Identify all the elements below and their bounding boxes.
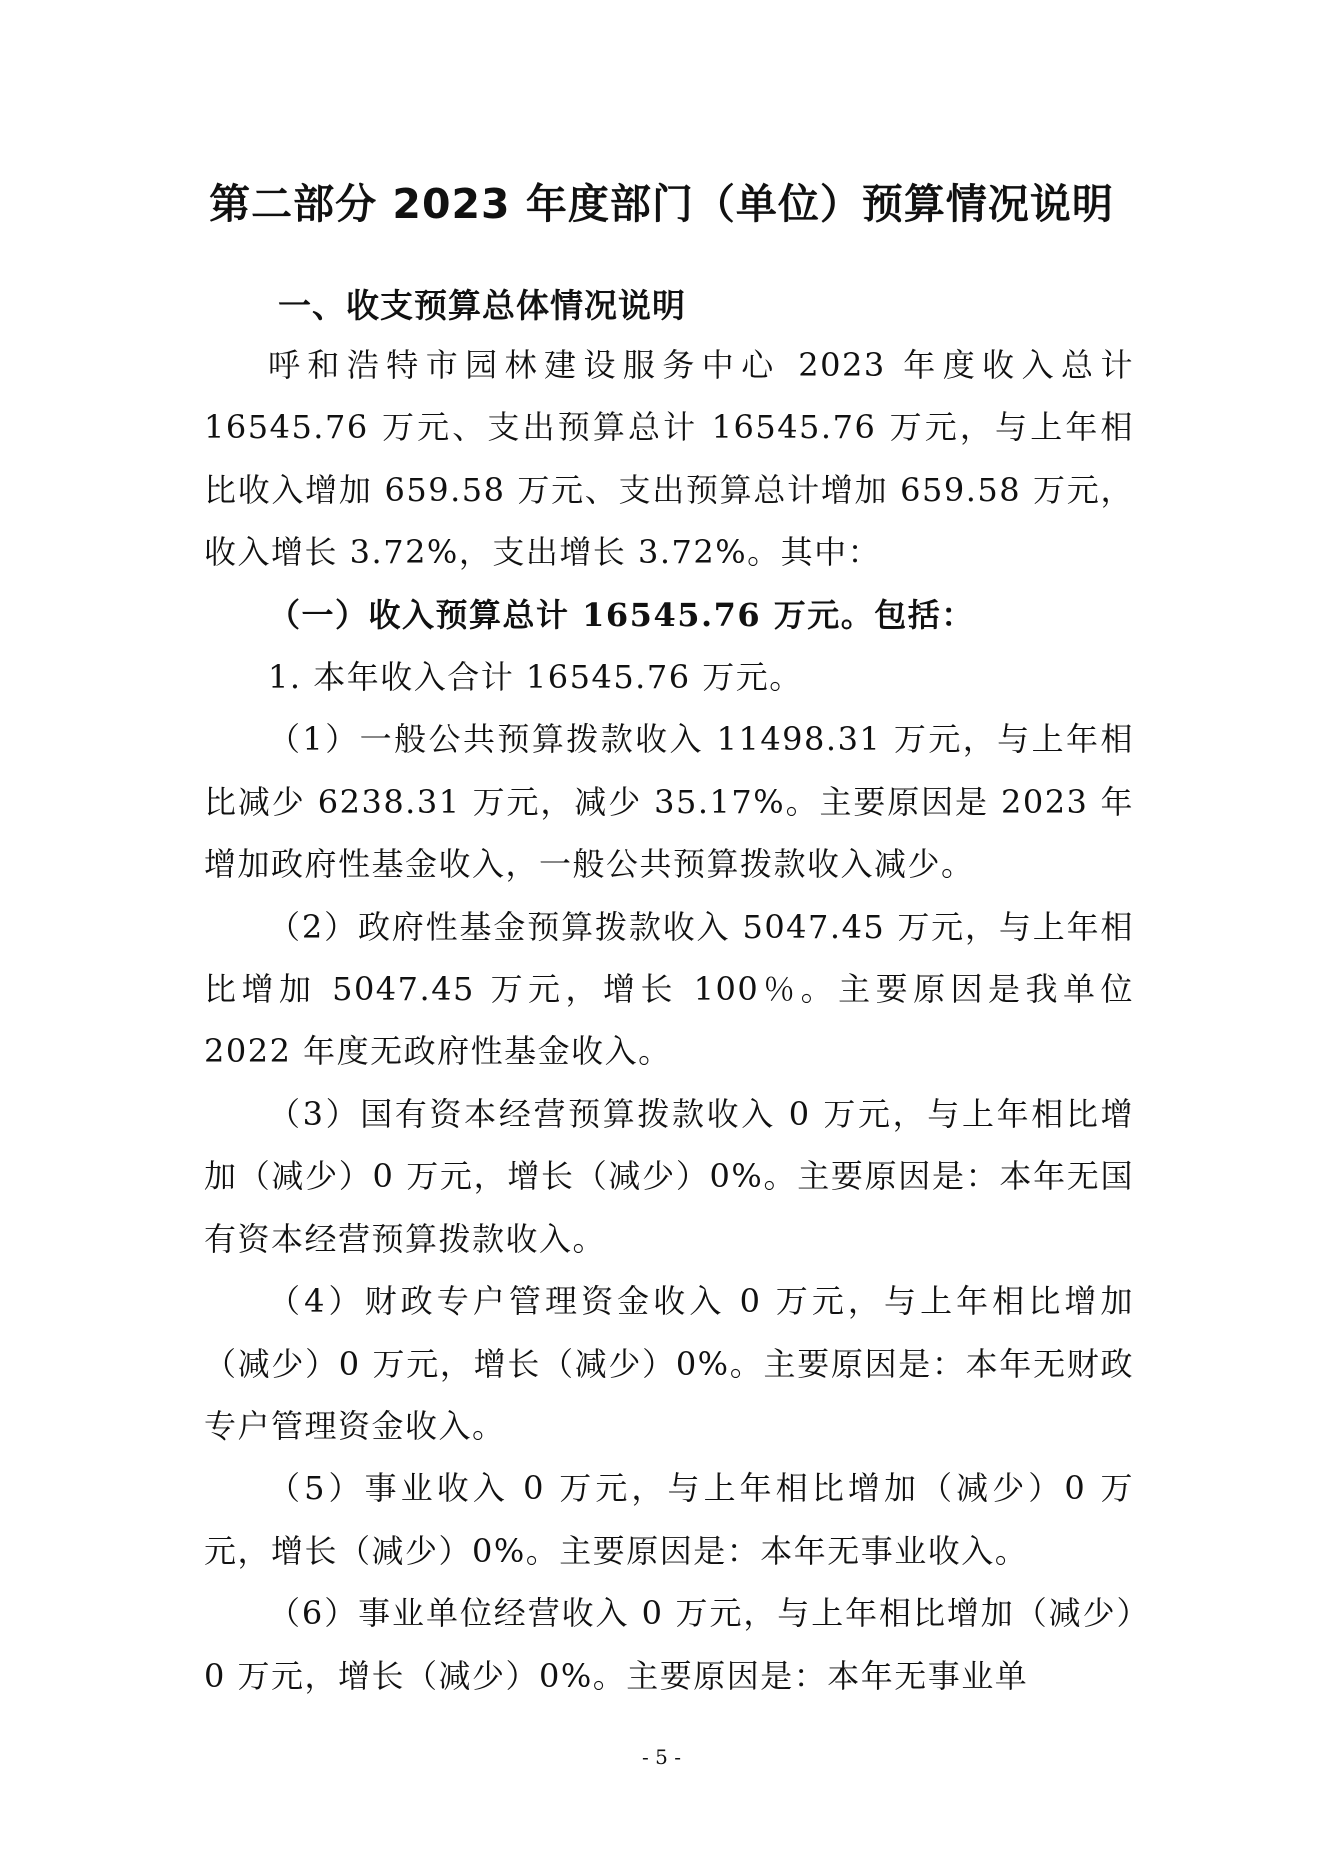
page-number: - 5 - bbox=[642, 1745, 681, 1769]
income-subheading: （一）收入预算总计 16545.76 万元。包括： bbox=[268, 595, 975, 634]
income-item-1-3: （3）国有资本经营预算拨款收入 0 万元，与上年相比增加（减少）0 万元，增长（减少）0%。主要原因是：本年无国有资本经营预算拨款收入。 bbox=[204, 1094, 1134, 1258]
income-item-1-1: （1）一般公共预算拨款收入 11498.31 万元，与上年相比减少 6238.31 万元，减少 35.17%。主要原因是 2023 年增加政府性基金收入，一般公共预算拨款收入减少。 bbox=[204, 720, 1134, 884]
section-heading: 一、收支预算总体情况说明 bbox=[278, 286, 686, 325]
page-title: 第二部分 2023 年度部门（单位）预算情况说明 bbox=[209, 180, 1114, 228]
income-item-1-6: （6）事业单位经营收入 0 万元，与上年相比增加（减少）0 万元，增长（减少）0%。主要原因是：本年无事业单 bbox=[204, 1594, 1134, 1695]
income-item-1: 1. 本年收入合计 16545.76 万元。 bbox=[268, 658, 803, 697]
income-item-1-4: （4）财政专户管理资金收入 0 万元，与上年相比增加（减少）0 万元，增长（减少）0%。主要原因是：本年无财政专户管理资金收入。 bbox=[204, 1282, 1134, 1445]
intro-paragraph: 呼和浩特市园林建设服务中心 2023 年度收入总计 16545.76 万元、支出预算总计 16545.76 万元，与上年相比收入增加 659.58 万元、支出预算总计增加 659.58 万元，收入增长 3.72%，支出增长 3.72%。其中： bbox=[204, 346, 1134, 572]
income-item-1-5: （5）事业收入 0 万元，与上年相比增加（减少）0 万元，增长（减少）0%。主要原因是：本年无事业收入。 bbox=[204, 1469, 1134, 1570]
body-text bbox=[204, 334, 1134, 1707]
income-item-1-2: （2）政府性基金预算拨款收入 5047.45 万元，与上年相比增加 5047.45 万元，增长 100％。主要原因是我单位 2022 年度无政府性基金收入。 bbox=[204, 907, 1134, 1071]
